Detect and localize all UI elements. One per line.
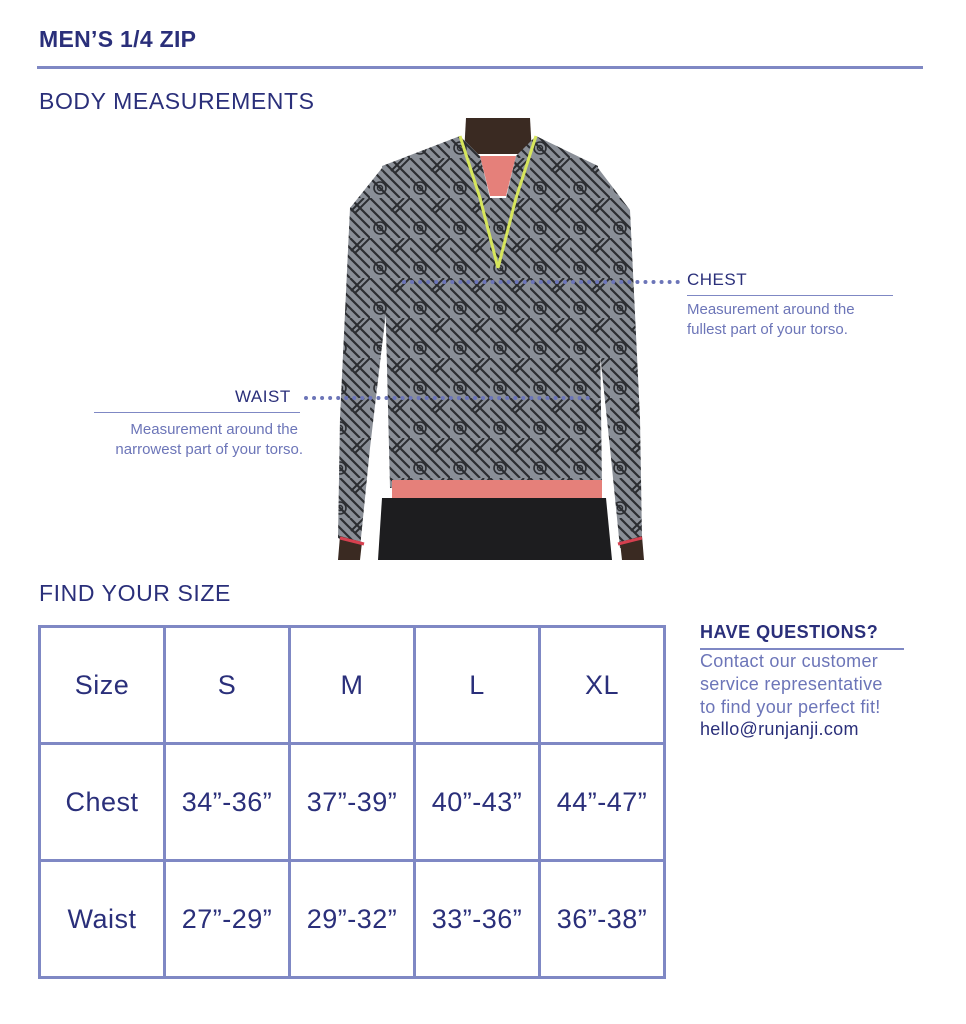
table-row-chest [40,744,665,861]
chest-label: CHEST [687,270,748,289]
table-cell: 40”-43” [415,744,540,861]
page-title: MEN’S 1/4 ZIP [39,26,197,52]
header-cell-l: L [415,627,540,744]
table-cell: 37”-39” [290,744,415,861]
table-cell: 29”-32” [290,861,415,978]
table-cell: 33”-36” [415,861,540,978]
title-divider [37,66,923,69]
waist-measure-line [304,396,590,400]
header-cell-xl: XL [540,627,665,744]
contact-email-link[interactable]: hello@runjanji.com [700,719,859,739]
chest-description-line1: Measurement around the [687,301,855,318]
table-cell: 34”-36” [165,744,290,861]
size-chart-table [38,625,666,979]
questions-line3: to find your perfect fit! [700,697,881,717]
table-header-row [40,627,665,744]
chest-measure-line [402,280,680,284]
header-cell-m: M [290,627,415,744]
questions-line1: Contact our customer [700,651,879,671]
header-cell-s: S [165,627,290,744]
table-cell: 36”-38” [540,861,665,978]
header-cell-size: Size [40,627,165,744]
questions-body [700,650,940,719]
model-photo [330,118,650,560]
row-label-chest: Chest [40,744,165,861]
waist-description-line1: Measurement around the [130,421,298,438]
waist-divider [94,412,300,413]
have-questions-heading: HAVE QUESTIONS? [700,622,879,642]
waist-description-line2: narrowest part of your torso. [115,441,303,458]
table-row-waist [40,861,665,978]
table-cell: 44”-47” [540,744,665,861]
row-label-waist: Waist [40,861,165,978]
find-your-size-heading: FIND YOUR SIZE [39,580,231,606]
waist-label: WAIST [235,387,291,406]
table-cell: 27”-29” [165,861,290,978]
chest-description-line2: fullest part of your torso. [687,321,848,338]
questions-line2: service representative [700,674,883,694]
body-measurements-heading: BODY MEASUREMENTS [39,88,315,114]
chest-divider [687,295,893,296]
